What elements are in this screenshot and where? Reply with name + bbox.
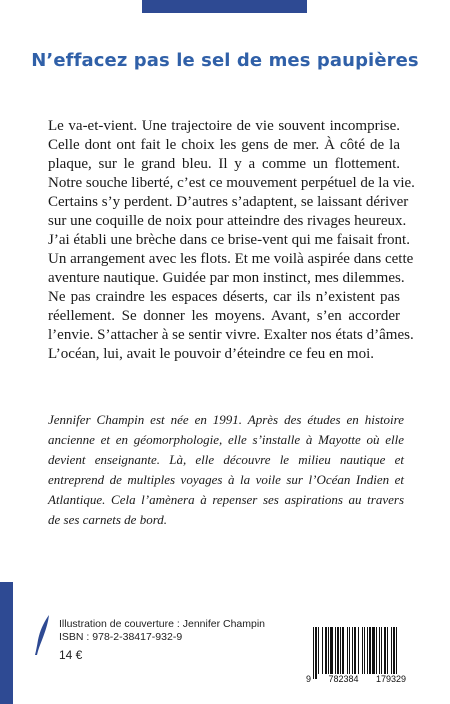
price-label: 14 € — [59, 648, 83, 662]
barcode-bar — [340, 627, 341, 674]
barcode-bar — [396, 627, 397, 679]
barcode-bar — [328, 627, 329, 674]
blurb-line: L’océan, lui, avait le pouvoir d’éteindre ce feu en moi. — [48, 346, 374, 362]
bio-line: Jennifer Champin est née en 1991. Après des études en histoire — [48, 412, 404, 427]
barcode-bar — [354, 627, 356, 679]
barcode-bar — [358, 627, 359, 679]
quill-logo-icon — [34, 614, 50, 656]
barcode-bar — [376, 627, 377, 674]
barcode-digit-group: 9 — [306, 674, 312, 684]
bio-line: ancienne et en géomorphologie, elle s’installe à Mayotte où elle — [48, 432, 404, 447]
barcode-bar — [384, 627, 386, 674]
blurb-line: aventure nautique. Guidée par mon instinct, mes dilemmes. — [48, 270, 405, 286]
barcode-digit-group: 179329 — [375, 674, 406, 684]
left-accent-bar — [0, 582, 13, 704]
blurb-line: J’ai établi une brèche dans ce brise-vent qui me faisait front. — [48, 232, 410, 248]
barcode-bar — [322, 627, 323, 674]
illustration-credit: Illustration de couverture : Jennifer Champin — [59, 618, 266, 630]
barcode-bar — [367, 627, 368, 674]
barcode-bar — [342, 627, 344, 674]
barcode-bar — [315, 627, 317, 679]
bio-line: Atlantique. Cela l’amènera à repenser ses aspirations au travers — [48, 492, 404, 507]
blurb-line: Notre souche liberté, c’est ce mouvement perpétuel de la vie. — [48, 175, 415, 191]
blurb-line: Le va-et-vient. Une trajectoire de vie souvent incomprise. — [48, 118, 400, 134]
bio-line: entreprend de multiples voyages à la voile sur l’Océan Indien et — [48, 472, 404, 487]
blurb-line: l’envie. S’attacher à se sentir vivre. Exalter nos états d’âmes. — [48, 327, 414, 343]
barcode-bar — [369, 627, 371, 674]
barcode-bar — [347, 627, 348, 674]
blurb-line: Ne pas craindre les espaces déserts, car ils n’existent pas — [48, 289, 400, 305]
isbn-barcode — [305, 625, 407, 685]
barcode-bar — [379, 627, 380, 674]
barcode-bar — [313, 627, 314, 679]
blurb-line: Certains s’y perdent. D’autres s’adaptent, se laissant dériver — [48, 194, 409, 210]
barcode-bar — [335, 627, 336, 674]
barcode-bars — [305, 625, 407, 681]
credits-block — [59, 618, 265, 644]
barcode-bar — [364, 627, 365, 674]
barcode-bar — [391, 627, 392, 674]
barcode-bar — [330, 627, 333, 674]
book-title: N’effacez pas le sel de mes paupières — [31, 50, 419, 71]
blurb-line: réellement. Se donner les moyens. Avant, s’en accorder — [48, 308, 400, 324]
blurb-line: Celle dont ont fait le choix les gens de mer. À côté de la — [48, 137, 400, 153]
barcode-digit-group: 782384 — [328, 674, 359, 684]
barcode-bar — [349, 627, 350, 674]
barcode-bar — [381, 627, 382, 674]
barcode-bar — [362, 627, 363, 674]
barcode-bar — [318, 627, 319, 674]
barcode-bar — [372, 627, 375, 674]
barcode-digits — [305, 674, 407, 684]
barcode-bar — [337, 627, 339, 674]
blurb-line: plaque, sur le grand bleu. Il y a comme un flottement. — [48, 156, 400, 172]
blurb-line: sur une coquille de noix pour atteindre des rivages heureux. — [48, 213, 407, 229]
barcode-bar — [393, 627, 395, 674]
author-bio — [48, 410, 404, 530]
back-cover-blurb — [48, 117, 415, 364]
top-accent-bar — [142, 0, 307, 13]
bio-line: devient enseignante. Là, elle découvre le milieu nautique et — [48, 452, 404, 467]
barcode-bar — [387, 627, 388, 674]
bio-line: de ses carnets de bord. — [48, 512, 168, 527]
isbn-text: ISBN : 978-2-38417-932-9 — [59, 631, 183, 643]
blurb-line: Un arrangement avec les flots. Et me voilà aspirée dans cette — [48, 251, 414, 267]
barcode-bar — [352, 627, 353, 674]
barcode-bar — [325, 627, 327, 674]
